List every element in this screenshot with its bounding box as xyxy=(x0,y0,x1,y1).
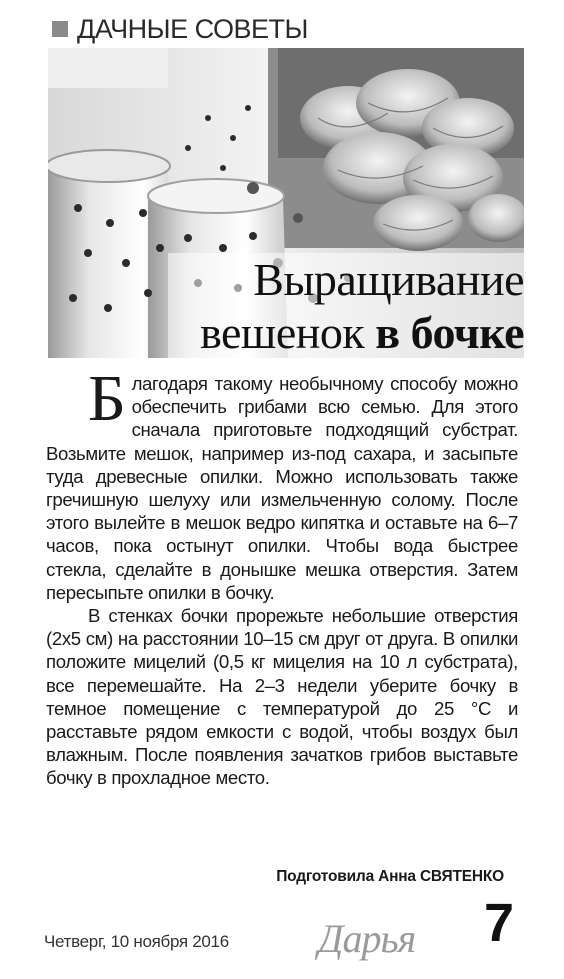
article-lead-paragraph xyxy=(46,362,518,604)
article-lead: лагодаря такому необычному способу можно обеспечить грибами всю семью. xyxy=(131,373,518,418)
headline-line-1-text: Выращивание xyxy=(253,254,524,305)
article-paragraph-1: Для этого сначала приготовьте подходящий субстрат. Возьмите мешок, например из-под сахара, и засыпьте туда древесные опилки. Можно использовать также гречишную шелуху или измельченную солому. После этого вылейте в мешок ведро кипятка и оставьте на 6–7 часов, пока остынут опилки. Чтобы вода быстрее стекла, сделайте в донышке мешка отверстия. Затем пересыпьте опилки в бочку. xyxy=(46,396,518,603)
headline-line-2-regular: вешенок xyxy=(200,307,376,358)
rubric-label: ДАЧНЫЕ СОВЕТЫ xyxy=(77,13,308,44)
issue-date: Четверг, 10 ноября 2016 xyxy=(44,932,229,951)
headline-line-1 xyxy=(48,253,524,306)
rubric-header xyxy=(52,14,308,44)
article-paragraph-2: В стенках бочки прорежьте небольшие отверстия (2х5 см) на расстоянии 10–15 см друг от друга. В опилки положите мицелий (0,5 кг мицелия на 10 л субстрата), все перемешайте. На 2–3 недели уберите бочку в темное помещение с температурой до 25 °С и расставьте рядом емкости с водой, чтобы воздух был влажным. После появления зачатков грибов выставьте бочку в прохладное место. xyxy=(46,605,518,789)
headline-line-2 xyxy=(48,306,524,359)
article-body xyxy=(46,362,518,790)
author-credit: Подготовила Анна СВЯТЕНКО xyxy=(276,868,504,885)
magazine-logo: Дарья xyxy=(318,916,416,961)
dropcap: Б xyxy=(88,362,126,435)
headline-line-2-bold: в бочке xyxy=(375,307,524,358)
page-number: 7 xyxy=(484,893,515,953)
rubric-square-icon xyxy=(52,21,68,37)
